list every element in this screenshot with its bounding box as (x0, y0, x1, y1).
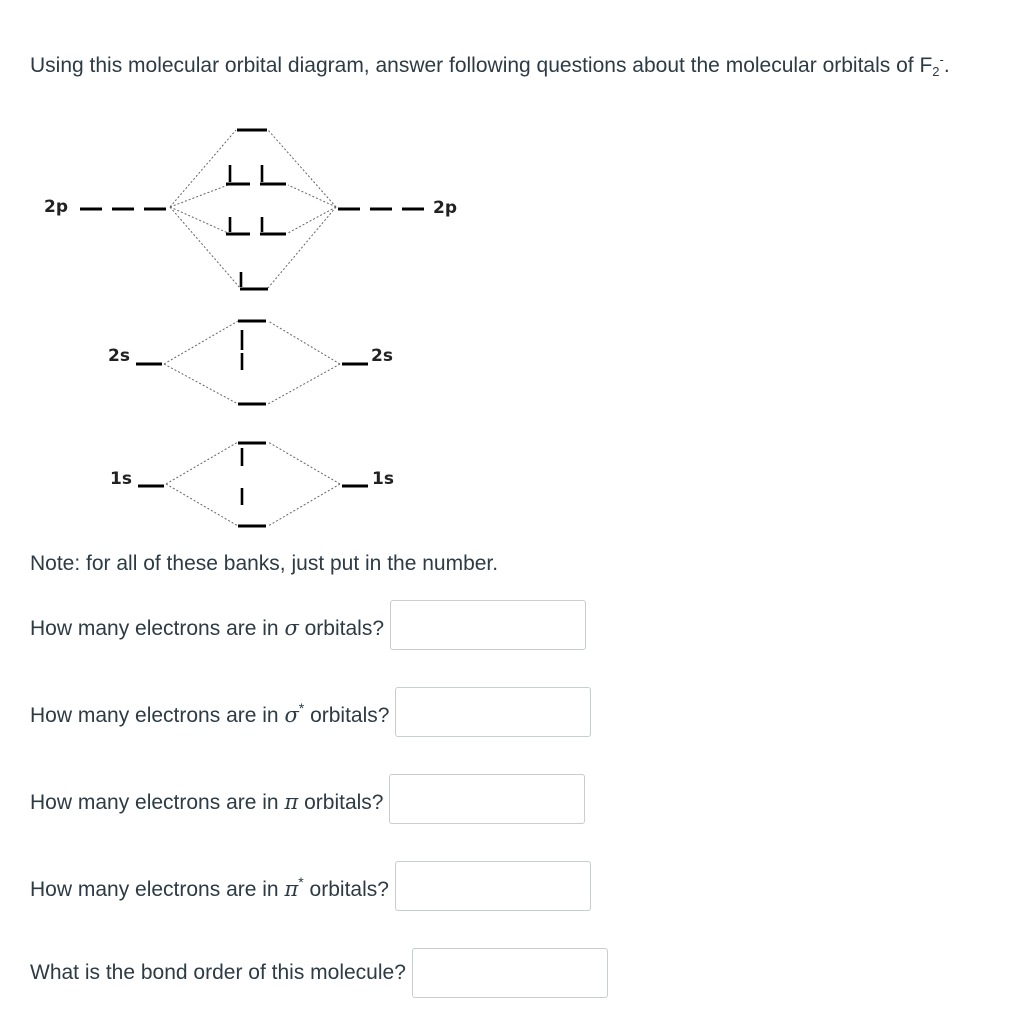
correlation-lines-2p (170, 130, 336, 288)
left-2p-label: 2p (44, 197, 68, 217)
molecule-formula: $F_2^-$. (919, 52, 950, 79)
pi-electrons-input[interactable] (389, 774, 585, 824)
molecular-orbital-diagram (0, 110, 520, 540)
note-text: Note: for all of these banks, just put in the number. (30, 552, 499, 575)
question-sigma-star-label: How many electrons are in σ* orbitals? (30, 700, 390, 727)
pi-star-electrons-input[interactable] (395, 861, 591, 911)
question-sigma-electrons (30, 600, 586, 650)
question-pi-label: How many electrons are in π orbitals? (30, 790, 384, 814)
question-pi-electrons (30, 774, 585, 824)
right-2p-label: 2p (433, 198, 457, 218)
right-2s-label: 2s (371, 346, 393, 366)
left-2s-label: 2s (108, 346, 130, 366)
left-1s-label: 1s (110, 469, 132, 489)
correlation-lines-2s (164, 321, 340, 404)
sigma-electrons-input[interactable] (390, 600, 586, 650)
electron-markers (230, 165, 262, 505)
sigma-star-electrons-input[interactable] (395, 687, 591, 737)
question-sigma-star-electrons (30, 687, 591, 737)
question-bond-order-label: What is the bond order of this molecule? (30, 961, 406, 984)
bond-order-input[interactable] (412, 948, 608, 998)
intro-text: Using this molecular orbital diagram, answer following questions about the molecular orbitals of (30, 54, 914, 77)
question-sigma-label: How many electrons are in σ orbitals? (30, 616, 385, 640)
question-bond-order (30, 948, 608, 998)
question-intro (30, 44, 1010, 88)
question-pi-star-electrons (30, 861, 591, 911)
correlation-lines-1s (166, 442, 340, 526)
right-1s-label: 1s (372, 469, 394, 489)
question-pi-star-label: How many electrons are in π* orbitals? (30, 874, 389, 901)
